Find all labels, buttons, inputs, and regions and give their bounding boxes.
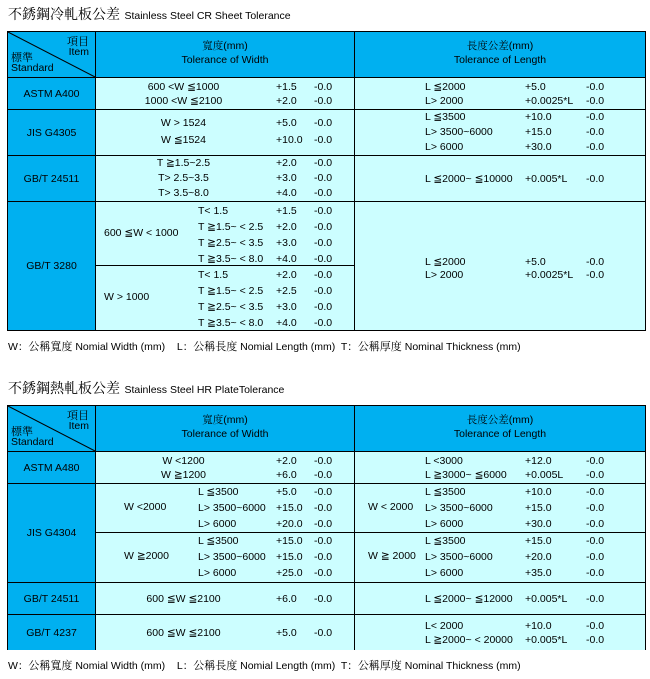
tolerance-condition: L ≧3000~ ≦6000 xyxy=(425,469,507,481)
tolerance-condition: W <1200 xyxy=(162,455,205,467)
tolerance-plus: +15.0 xyxy=(276,551,303,563)
tolerance-condition: L ≦3500 xyxy=(198,486,239,498)
tolerance-minus: -0.0 xyxy=(314,502,333,514)
tolerance-plus: +0.005*L xyxy=(525,593,568,605)
tolerance-minus: -0.0 xyxy=(314,221,333,233)
tolerance-minus: -0.0 xyxy=(586,551,605,563)
tolerance-plus: +5.0 xyxy=(276,117,297,129)
tolerance-plus: +10.0 xyxy=(276,134,303,146)
header-width-zh: 寬度(mm) xyxy=(202,40,248,52)
tolerance-plus: +2.0 xyxy=(276,455,297,467)
note-l-key: L： xyxy=(176,341,194,353)
tolerance-minus: -0.0 xyxy=(314,157,333,169)
tolerance-plus: +1.5 xyxy=(276,81,297,93)
tolerance-minus: -0.0 xyxy=(314,567,333,579)
tolerance-condition: T ≧2.5~ < 3.5 xyxy=(198,237,264,249)
header-item-en: Item xyxy=(68,46,89,58)
hr-title-zh: 不銹鋼熱軋板公差 xyxy=(8,381,120,397)
tolerance-minus: -0.0 xyxy=(586,111,605,123)
hr-title xyxy=(8,380,284,399)
header-length-en: Tolerance of Length xyxy=(453,428,547,440)
tolerance-minus: -0.0 xyxy=(314,172,333,184)
width-cell xyxy=(96,110,355,156)
length-cell xyxy=(355,484,645,583)
note-l-en: Nomial Length (mm) xyxy=(237,341,336,353)
tolerance-plus: +2.0 xyxy=(276,221,297,233)
header-item-zh: 項目 xyxy=(67,35,89,48)
tolerance-plus: +3.0 xyxy=(276,301,297,313)
note-t-en: Nominal Thickness (mm) xyxy=(401,341,521,353)
tolerance-minus: -0.0 xyxy=(586,620,605,632)
tolerance-plus: +6.0 xyxy=(276,593,297,605)
tolerance-plus: +6.0 xyxy=(276,469,297,481)
length-cell xyxy=(355,583,645,615)
tolerance-plus: +10.0 xyxy=(525,111,552,123)
group-divider xyxy=(96,265,354,266)
header-standard-zh: 標準 xyxy=(11,51,33,64)
note-t-key: T： xyxy=(340,660,358,672)
tolerance-minus: -0.0 xyxy=(314,134,333,146)
tolerance-condition: L ≦2000 xyxy=(425,81,466,93)
note-w-en: Nomial Width (mm) xyxy=(72,341,166,353)
tolerance-minus: -0.0 xyxy=(314,317,333,329)
header-item-en: Item xyxy=(68,420,89,432)
tolerance-plus: +5.0 xyxy=(525,81,546,93)
width-group-label: W > 1000 xyxy=(104,291,150,303)
header-width xyxy=(96,32,355,77)
tolerance-minus: -0.0 xyxy=(586,81,605,93)
tolerance-condition: T ≧3.5~ < 8.0 xyxy=(198,317,264,329)
length-cell xyxy=(355,452,645,484)
tolerance-plus: +15.0 xyxy=(276,535,303,547)
tolerance-minus: -0.0 xyxy=(586,486,605,498)
table-header xyxy=(8,32,645,78)
cr-title-zh: 不銹鋼冷軋板公差 xyxy=(8,7,120,23)
tolerance-plus: +4.0 xyxy=(276,317,297,329)
tolerance-plus: +10.0 xyxy=(525,620,552,632)
width-cell xyxy=(96,156,355,202)
tolerance-minus: -0.0 xyxy=(586,269,605,281)
tolerance-condition: 600 ≦W ≦2100 xyxy=(146,593,221,605)
tolerance-condition: 600 ≦W ≦2100 xyxy=(146,627,221,639)
group-divider xyxy=(355,532,645,533)
standard-cell: JIS G4305 xyxy=(8,110,96,156)
tolerance-condition: L> 3500~6000 xyxy=(198,502,266,514)
header-width-zh: 寬度(mm) xyxy=(202,414,248,426)
tolerance-condition: 600 <W ≦1000 xyxy=(147,81,220,93)
tolerance-condition: L ≦2000 xyxy=(425,256,466,268)
tolerance-minus: -0.0 xyxy=(586,126,605,138)
tolerance-minus: -0.0 xyxy=(586,141,605,153)
tolerance-plus: +0.005*L xyxy=(525,173,568,185)
tolerance-minus: -0.0 xyxy=(314,486,333,498)
tolerance-condition: L> 3500~6000 xyxy=(425,551,493,563)
tolerance-condition: T ≧3.5~ < 8.0 xyxy=(198,253,264,265)
note-l-zh: 公稱長度 xyxy=(193,660,238,672)
width-cell xyxy=(96,615,355,650)
note-w-key: W： xyxy=(8,660,29,672)
tolerance-minus: -0.0 xyxy=(314,518,333,530)
tolerance-condition: L ≦3500 xyxy=(198,535,239,547)
tolerance-condition: W ≧1200 xyxy=(161,469,206,481)
tolerance-minus: -0.0 xyxy=(586,95,605,107)
tolerance-plus: +3.0 xyxy=(276,237,297,249)
note-l-zh: 公稱長度 xyxy=(193,341,238,353)
tolerance-minus: -0.0 xyxy=(314,285,333,297)
tolerance-minus: -0.0 xyxy=(586,469,605,481)
tolerance-plus: +4.0 xyxy=(276,253,297,265)
tolerance-condition: L ≧2000~ < 20000 xyxy=(425,634,513,646)
tolerance-plus: +5.0 xyxy=(525,256,546,268)
cr-tolerance-table xyxy=(7,31,646,331)
tolerance-plus: +3.0 xyxy=(276,172,297,184)
tolerance-condition: L <3000 xyxy=(425,455,463,467)
width-group-label: W ≧2000 xyxy=(124,550,169,562)
header-corner xyxy=(8,32,96,77)
cr-legend-note xyxy=(8,338,521,354)
tolerance-plus: +25.0 xyxy=(276,567,303,579)
tolerance-plus: +2.5 xyxy=(276,285,297,297)
cr-title xyxy=(8,6,291,25)
hr-legend-note xyxy=(8,657,521,673)
tolerance-minus: -0.0 xyxy=(314,187,333,199)
tolerance-minus: -0.0 xyxy=(314,117,333,129)
note-l-en: Nomial Length (mm) xyxy=(237,660,336,672)
tolerance-condition: T< 1.5 xyxy=(198,269,229,281)
tolerance-minus: -0.0 xyxy=(314,95,333,107)
note-l-key: L： xyxy=(176,660,194,672)
tolerance-minus: -0.0 xyxy=(586,455,605,467)
tolerance-plus: +20.0 xyxy=(276,518,303,530)
length-cell xyxy=(355,156,645,202)
tolerance-minus: -0.0 xyxy=(314,205,333,217)
tolerance-condition: L> 2000 xyxy=(425,95,464,107)
header-width-en: Tolerance of Width xyxy=(181,54,269,66)
tolerance-condition: T> 2.5~3.5 xyxy=(158,172,209,184)
note-t-zh: 公稱厚度 xyxy=(357,660,402,672)
standard-cell: GB/T 24511 xyxy=(8,156,96,202)
tolerance-condition: W ≦1524 xyxy=(161,134,206,146)
header-standard-zh: 標準 xyxy=(11,425,33,438)
note-w-zh: 公稱寬度 xyxy=(28,660,73,672)
tolerance-minus: -0.0 xyxy=(314,301,333,313)
length-group-label: W ≧ 2000 xyxy=(368,550,416,562)
tolerance-plus: +15.0 xyxy=(525,535,552,547)
length-group-label: W < 2000 xyxy=(368,501,414,513)
tolerance-condition: L> 3500~6000 xyxy=(425,126,493,138)
standard-cell: GB/T 4237 xyxy=(8,615,96,650)
hr-title-en: Stainless Steel HR PlateTolerance xyxy=(124,384,285,396)
tolerance-condition: L> 6000 xyxy=(198,567,237,579)
header-width-en: Tolerance of Width xyxy=(181,428,269,440)
header-corner xyxy=(8,406,96,451)
tolerance-condition: L ≦2000~ ≦12000 xyxy=(425,593,513,605)
tolerance-condition: L> 3500~6000 xyxy=(425,502,493,514)
length-cell xyxy=(355,202,645,330)
tolerance-plus: +30.0 xyxy=(525,141,552,153)
tolerance-condition: L> 3500~6000 xyxy=(198,551,266,563)
standard-cell: ASTM A400 xyxy=(8,78,96,110)
cr-title-en: Stainless Steel CR Sheet Tolerance xyxy=(124,10,291,22)
tolerance-plus: +1.5 xyxy=(276,205,297,217)
width-group-label: W <2000 xyxy=(124,501,167,513)
tolerance-plus: +0.005L xyxy=(525,469,564,481)
tolerance-plus: +15.0 xyxy=(276,502,303,514)
header-length xyxy=(355,406,645,451)
tolerance-plus: +5.0 xyxy=(276,486,297,498)
tolerance-minus: -0.0 xyxy=(314,81,333,93)
tolerance-plus: +35.0 xyxy=(525,567,552,579)
width-group-label: 600 ≦W < 1000 xyxy=(104,227,179,239)
tolerance-condition: L> 2000 xyxy=(425,269,464,281)
tolerance-condition: W > 1524 xyxy=(160,117,207,129)
header-length-en: Tolerance of Length xyxy=(453,54,547,66)
tolerance-condition: L ≦3500 xyxy=(425,111,466,123)
tolerance-minus: -0.0 xyxy=(586,173,605,185)
tolerance-plus: +15.0 xyxy=(525,502,552,514)
tolerance-plus: +0.0025*L xyxy=(525,269,574,281)
length-cell xyxy=(355,110,645,156)
tolerance-minus: -0.0 xyxy=(586,593,605,605)
tolerance-minus: -0.0 xyxy=(314,627,333,639)
tolerance-condition: T ≧2.5~ < 3.5 xyxy=(198,301,264,313)
note-w-key: W： xyxy=(8,341,29,353)
tolerance-minus: -0.0 xyxy=(586,567,605,579)
note-w-en: Nomial Width (mm) xyxy=(72,660,166,672)
tolerance-condition: T> 3.5~8.0 xyxy=(158,187,209,199)
tolerance-plus: +12.0 xyxy=(525,455,552,467)
tolerance-minus: -0.0 xyxy=(314,269,333,281)
tolerance-condition: L ≦3500 xyxy=(425,535,466,547)
tolerance-minus: -0.0 xyxy=(314,469,333,481)
length-cell xyxy=(355,78,645,110)
tolerance-minus: -0.0 xyxy=(586,535,605,547)
tolerance-minus: -0.0 xyxy=(314,535,333,547)
header-length-zh: 長度公差(mm) xyxy=(466,40,534,52)
tolerance-plus: +2.0 xyxy=(276,269,297,281)
tolerance-condition: L< 2000 xyxy=(425,620,464,632)
tolerance-minus: -0.0 xyxy=(314,237,333,249)
tolerance-plus: +2.0 xyxy=(276,157,297,169)
note-t-zh: 公稱厚度 xyxy=(357,341,402,353)
table-header xyxy=(8,406,645,452)
note-t-en: Nominal Thickness (mm) xyxy=(401,660,521,672)
tolerance-plus: +4.0 xyxy=(276,187,297,199)
tolerance-plus: +0.005*L xyxy=(525,634,568,646)
tolerance-plus: +30.0 xyxy=(525,518,552,530)
standard-cell: GB/T 24511 xyxy=(8,583,96,615)
header-standard-en: Standard xyxy=(11,436,54,448)
standard-cell: GB/T 3280 xyxy=(8,202,96,330)
tolerance-condition: 1000 <W ≦2100 xyxy=(144,95,223,107)
tolerance-plus: +0.0025*L xyxy=(525,95,574,107)
header-length xyxy=(355,32,645,77)
length-cell xyxy=(355,615,645,650)
tolerance-plus: +2.0 xyxy=(276,95,297,107)
tolerance-minus: -0.0 xyxy=(586,502,605,514)
header-standard-en: Standard xyxy=(11,62,54,74)
tolerance-condition: L> 6000 xyxy=(198,518,237,530)
tolerance-condition: T ≧1.5~ < 2.5 xyxy=(198,285,264,297)
tolerance-plus: +20.0 xyxy=(525,551,552,563)
standard-cell: JIS G4304 xyxy=(8,484,96,583)
tolerance-minus: -0.0 xyxy=(586,518,605,530)
note-w-zh: 公稱寬度 xyxy=(28,341,73,353)
tolerance-condition: L> 6000 xyxy=(425,567,464,579)
tolerance-minus: -0.0 xyxy=(586,256,605,268)
note-t-key: T： xyxy=(340,341,358,353)
width-cell xyxy=(96,452,355,484)
standard-cell: ASTM A480 xyxy=(8,452,96,484)
tolerance-plus: +10.0 xyxy=(525,486,552,498)
tolerance-minus: -0.0 xyxy=(314,253,333,265)
tolerance-condition: L ≦3500 xyxy=(425,486,466,498)
tolerance-condition: T ≧1.5~2.5 xyxy=(156,157,211,169)
tolerance-condition: T< 1.5 xyxy=(198,205,229,217)
width-cell xyxy=(96,202,355,330)
tolerance-condition: T ≧1.5~ < 2.5 xyxy=(198,221,264,233)
header-length-zh: 長度公差(mm) xyxy=(466,414,534,426)
width-cell xyxy=(96,484,355,583)
tolerance-condition: L ≦2000~ ≦10000 xyxy=(425,173,513,185)
header-item-zh: 項目 xyxy=(67,409,89,422)
tolerance-minus: -0.0 xyxy=(314,455,333,467)
tolerance-minus: -0.0 xyxy=(586,634,605,646)
tolerance-minus: -0.0 xyxy=(314,551,333,563)
tolerance-minus: -0.0 xyxy=(314,593,333,605)
tolerance-plus: +15.0 xyxy=(525,126,552,138)
tolerance-plus: +5.0 xyxy=(276,627,297,639)
tolerance-condition: L> 6000 xyxy=(425,141,464,153)
width-cell xyxy=(96,583,355,615)
tolerance-condition: L> 6000 xyxy=(425,518,464,530)
hr-tolerance-table xyxy=(7,405,646,650)
group-divider xyxy=(96,532,354,533)
width-cell xyxy=(96,78,355,110)
header-width xyxy=(96,406,355,451)
